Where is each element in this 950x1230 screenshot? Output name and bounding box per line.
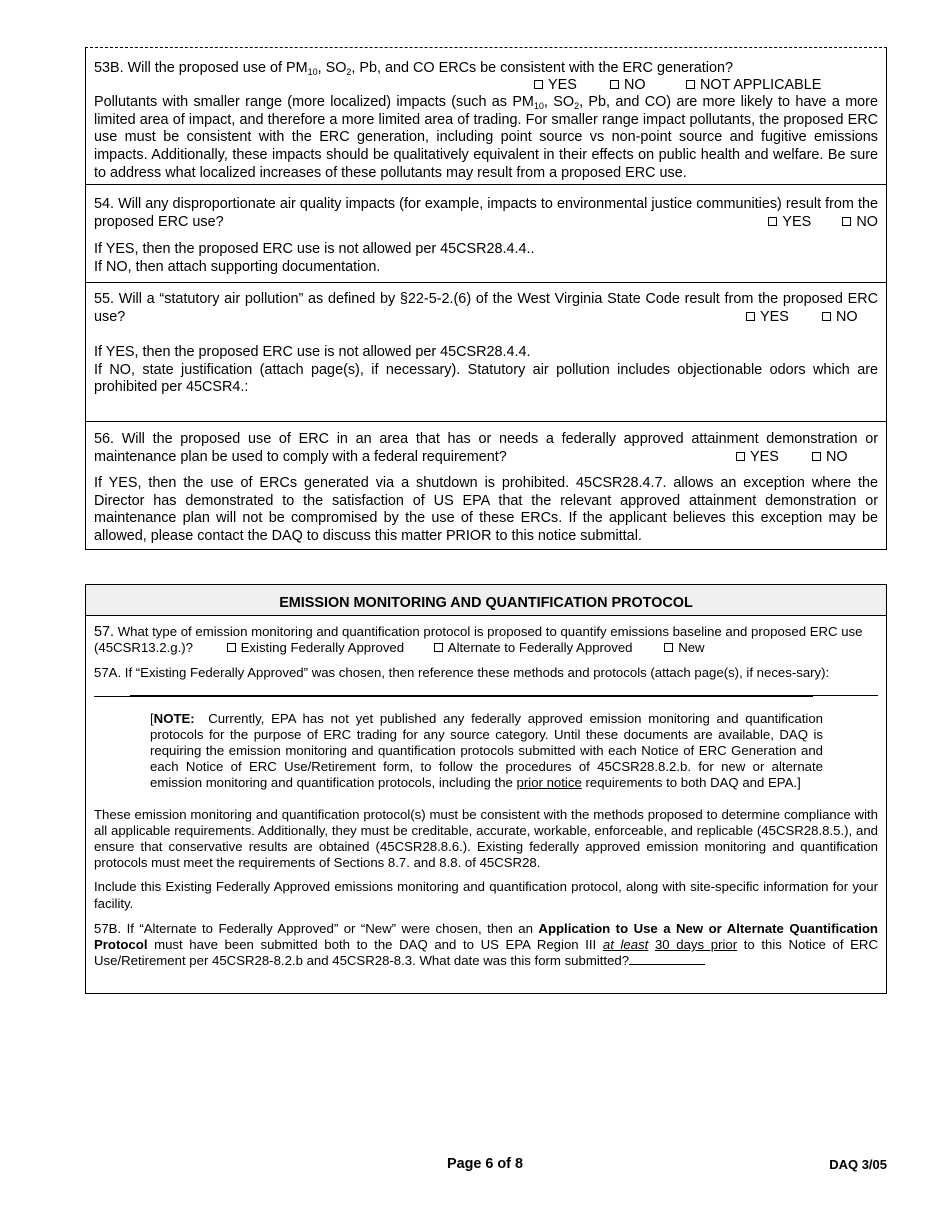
q55-if-no: If NO, state justification (attach page(s), if necessary). Statutory air pollution includes objectionable odors which are prohibited per 45CSR4.: bbox=[94, 361, 878, 396]
q56-yes-option[interactable]: YES bbox=[736, 449, 812, 467]
compliance-paragraph: These emission monitoring and quantification protocol(s) must be consistent with the methods proposed to determine compliance with all applicable requirements. Additionally, they must be creditable, accurate, workable, enforceable, and replicable (45CSR28.8.5.), and ensure that conservative results are obtained (45CSR28.8.6.). Existing federally approved emission monitoring and quantification protocols must meet the requirements of Sections 8.7. and 8.8. of 45CSR28. bbox=[94, 806, 878, 871]
q53b-no-option[interactable]: NO bbox=[610, 77, 686, 95]
q57-existing-option[interactable]: Existing Federally Approved bbox=[227, 640, 404, 656]
q54-if-no: If NO, then attach supporting documentation. bbox=[94, 258, 381, 275]
new-checkbox[interactable] bbox=[664, 643, 673, 652]
yes-checkbox[interactable] bbox=[768, 217, 777, 226]
emission-monitoring-box bbox=[85, 584, 887, 994]
no-checkbox[interactable] bbox=[822, 312, 831, 321]
q53b-yes-option[interactable]: YES bbox=[534, 77, 610, 95]
no-checkbox[interactable] bbox=[610, 80, 619, 89]
q57a-text: 57A. If “Existing Federally Approved” was chosen, then reference these methods and protocols (attach page(s), if neces-sary): bbox=[94, 665, 830, 681]
q55-question: 55. Will a “statutory air pollution” as defined by §22-5-2.(6) of the West Virginia State Code result from the proposed ERC use? bbox=[94, 291, 878, 325]
q54-if-yes: If YES, then the proposed ERC use is not allowed per 45CSR28.4.4.. bbox=[94, 241, 535, 258]
question-54 bbox=[86, 185, 886, 283]
q54-question: 54. Will any disproportionate air quality impacts (for example, impacts to environmental justice communities) result from the proposed ERC use? bbox=[94, 196, 878, 230]
q57-question: 57. What type of emission monitoring and quantification protocol is proposed to quantify emissions baseline and proposed ERC use (45CSR13.2.g.)? Existing Federally Approved Alternate to Federally Approved New bbox=[94, 624, 863, 656]
page-number: Page 6 of 8 bbox=[447, 1156, 523, 1172]
q56-if-yes: If YES, then the use of ERCs generated via a shutdown is prohibited. 45CSR28.4.7. allows an exception where the Director has demonstrated to the satisfaction of US EPA that the relevant approved attainment demonstration or maintenance plan will not be compromised by the use of these ERCs. If the applicant believes this exception may be allowed, please contact the DAQ to discuss this matter PRIOR to this notice submittal. bbox=[94, 475, 878, 544]
q57b: 57B. If “Alternate to Federally Approved” or “New” were chosen, then an Application to Use a New or Alternate Quantification Protocol must have been submitted both to the DAQ and to US EPA Region III at least 30 days prior to this Notice of ERC Use/Retirement per 45CSR28-8.2.b and 45CSR28-8.3. What date was this form submitted? bbox=[94, 920, 878, 969]
not-applicable-checkbox[interactable] bbox=[686, 80, 695, 89]
no-checkbox[interactable] bbox=[842, 217, 851, 226]
q54-yes-option[interactable]: YES bbox=[768, 214, 842, 232]
yes-checkbox[interactable] bbox=[746, 312, 755, 321]
q53b-options bbox=[94, 77, 878, 95]
q56-question: 56. Will the proposed use of ERC in an area that has or needs a federally approved attainment demonstration or maintenance plan be used to comply with a federal requirement? bbox=[94, 431, 878, 465]
question-56 bbox=[86, 422, 886, 550]
yes-checkbox[interactable] bbox=[534, 80, 543, 89]
q55-no-option[interactable]: NO bbox=[822, 309, 878, 327]
questions-box bbox=[85, 47, 887, 550]
q54-options bbox=[768, 214, 878, 232]
q53b-explanation: Pollutants with smaller range (more localized) impacts (such as $PM_{10}$, $SO_2$, Pb, and CO) are more likely to have a more limited area of impact, and therefore a more limited area of trading. For smaller range impact pollutants, the proposed ERC use must be consistent with the ERC generation, including point source vs non-point source and fugitive emissions impacts. Additionally, these impacts should be qualitatively equivalent in their effects on public health and welfare. Be sure to address what localized increases of these pollutants may result from a proposed ERC use. bbox=[94, 94, 878, 181]
q55-yes-option[interactable]: YES bbox=[746, 309, 822, 327]
include-paragraph: Include this Existing Federally Approved emissions monitoring and quantification protocol, along with site-specific information for your facility. bbox=[94, 879, 878, 911]
question-53b bbox=[86, 48, 886, 185]
q55-options bbox=[746, 309, 878, 327]
section-title: EMISSION MONITORING AND QUANTIFICATION PROTOCOL bbox=[86, 585, 886, 616]
no-checkbox[interactable] bbox=[812, 452, 821, 461]
q57-new-option[interactable]: New bbox=[664, 640, 704, 656]
q53b-na-option[interactable]: NOT APPLICABLE bbox=[686, 77, 821, 95]
q55-if-yes: If YES, then the proposed ERC use is not allowed per 45CSR28.4.4. bbox=[94, 344, 531, 361]
question-55 bbox=[86, 283, 886, 422]
q57a bbox=[94, 665, 878, 696]
existing-federally-approved-checkbox[interactable] bbox=[227, 643, 236, 652]
q57a-answer-line-1[interactable] bbox=[130, 695, 878, 696]
q56-no-option[interactable]: NO bbox=[812, 449, 878, 467]
q57b-date-field[interactable] bbox=[629, 964, 705, 965]
form-code: DAQ 3/05 bbox=[829, 1157, 887, 1172]
note: [NOTE: Currently, EPA has not yet published any federally approved emission monitoring and quantification protocols for the purpose of ERC trading for any source category. Until these documents are available, DAQ is requiring the emission monitoring and quantification protocols submitted with each Notice of ERC Generation and each Notice of ERC Use/Retirement form, to follow the procedures of 45CSR28.8.2.b. for new or alternate emission monitoring and quantification protocols, including the prior notice requirements to both DAQ and EPA.] bbox=[150, 710, 823, 791]
q56-options bbox=[736, 449, 878, 467]
q54-no-option[interactable]: NO bbox=[842, 214, 878, 232]
yes-checkbox[interactable] bbox=[736, 452, 745, 461]
alternate-federally-approved-checkbox[interactable] bbox=[434, 643, 443, 652]
q53b-question: 53B. Will the proposed use of $PM_{10}$, $SO_2$, Pb, and CO ERCs be consistent with the ERC generation? bbox=[94, 60, 733, 77]
q57-alternate-option[interactable]: Alternate to Federally Approved bbox=[434, 640, 633, 656]
